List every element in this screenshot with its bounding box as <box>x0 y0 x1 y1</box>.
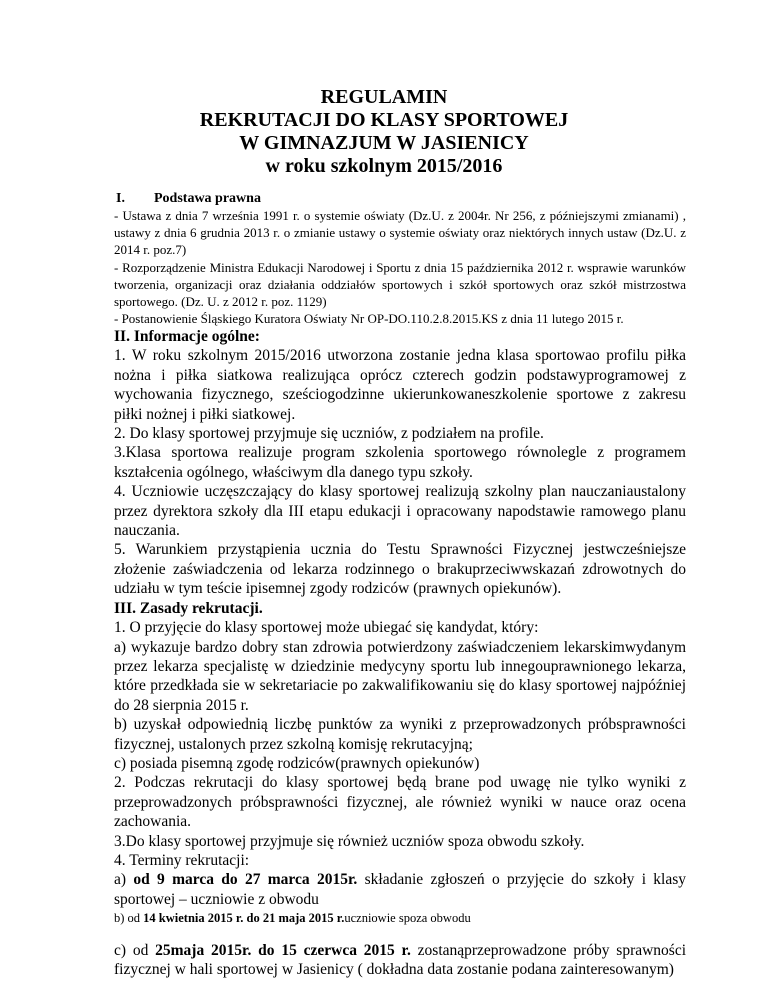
rule-c: c) posiada pisemną zgodę rodziców(prawnych opiekunów) <box>114 754 480 772</box>
general-info-item: 5. Warunkiem przystąpienia ucznia do Testu Sprawności Fizycznej jestwcześniejsze złożenie zaświadczenia od lekarza rodzinnego o brakuprzeciwwskazań zdrowotnych do udziału w tym teście ipisemnej zgody rodziców (prawnych opiekunów). <box>114 541 686 598</box>
term-b-text: uczniowie spoza obwodu <box>344 911 471 926</box>
term-c-mid: do <box>258 941 275 959</box>
legal-basis-item: - Postanowienie Śląskiego Kuratora Oświaty Nr OP-DO.110.2.8.2015.KS z dnia 11 lutego 2015 r. <box>114 311 624 327</box>
term-b-prefix: b) od <box>114 911 141 926</box>
general-info-item: 3.Klasa sportowa realizuje program szkolenia sportowego równolegle z programem kształcenia ogólnego, właściwym dla danego typu szkoły. <box>114 444 686 481</box>
section-2-heading: II. Informacje ogólne: <box>114 328 260 345</box>
general-info-item: 4. Uczniowie uczęszczający do klasy sportowej realizują szkolny plan nauczaniaustalony przez dyrektora szkoły dla III etapu edukacji i opracowany napodstawie ramowego planu nauczania. <box>114 483 686 540</box>
term-a-text: składanie zgłoszeń o przyjęcie do szkoły i klasy sportowej – uczniowie z obwodu <box>114 871 687 908</box>
term-a <box>114 870 686 909</box>
rule-a: a) wykazuje bardzo dobry stan zdrowia potwierdzony zaświadczeniem lekarskimwydanym przez lekarza specjalistę w dziedzinie medycyny sportu lub innegouprawnionego lekarza, które przedkłada sie w sekretariacie po zakwalifikowaniu się do klasy sportowej najpóźniej do 28 sierpnia 2015 r. <box>114 638 686 714</box>
title-line-3: W GIMNAZJUM W JASIENICY <box>239 132 529 154</box>
title-line-1: REGULAMIN <box>320 86 448 108</box>
section-1-numeral: I. <box>116 191 125 206</box>
term-b <box>114 909 686 928</box>
term-b-dates: 14 kwietnia 2015 r. do 21 maja 2015 r. <box>143 911 345 926</box>
legal-basis-item: - Ustawa z dnia 7 września 1991 r. o systemie oświaty (Dz.U. z 2004r. Nr 256, z późniejszymi zmianami) , ustawy z dnia 6 grudnia 2013 r. o zmianie ustawy o systemie oświaty oraz niektórych innych ustaw (Dz.U. z 2014 r. poz.7) <box>114 208 686 258</box>
section-1-body <box>114 207 686 327</box>
document-title <box>0 86 768 178</box>
title-line-2: REKRUTACJI DO KLASY SPORTOWEJ <box>199 109 569 131</box>
rule-4: 4. Terminy rekrutacji: <box>114 851 250 869</box>
term-c-date-start: 25maja 2015r. <box>155 941 252 959</box>
spacer <box>114 929 686 941</box>
term-a-dates: od 9 marca do 27 marca 2015r. <box>133 871 358 889</box>
term-c-text: zostanąprzeprowadzone próby sprawności fizycznej w hali sportowej w Jasienicy ( dokładna data zostanie podana zainteresowanym) <box>114 941 687 978</box>
term-a-prefix: a) <box>114 871 127 889</box>
section-1-heading <box>116 190 261 207</box>
section-1-title: Podstawa prawna <box>154 191 261 206</box>
term-c-prefix: c) od <box>114 941 149 959</box>
general-info-item: 1. W roku szkolnym 2015/2016 utworzona zostanie jedna klasa sportowao profilu piłka nożna i piłka siatkowa realizująca oprócz czterech godzin podstawyprogramowej z wychowania fizycznego, sześciogodzinne ukierunkowaneszkolenie sportowe z zakresu piłki nożnej i piłki siatkowej. <box>114 347 686 423</box>
section-3-heading: III. Zasady rekrutacji. <box>114 599 263 617</box>
main-body <box>114 327 686 979</box>
term-c-date-end: 15 czerwca 2015 r. <box>281 941 411 959</box>
rule-3: 3.Do klasy sportowej przyjmuje się również uczniów spoza obwodu szkoły. <box>114 832 585 850</box>
rule-b: b) uzyskał odpowiednią liczbę punktów za wyniki z przeprowadzonych próbsprawności fizycznej, ustalonych przez szkolną komisję rekrutacyjną; <box>114 716 686 753</box>
term-c <box>114 941 686 980</box>
title-line-4: w roku szkolnym 2015/2016 <box>265 155 503 177</box>
rules-intro: 1. O przyjęcie do klasy sportowej może ubiegać się kandydat, który: <box>114 619 539 637</box>
legal-basis-item: - Rozporządzenie Ministra Edukacji Narodowej i Sportu z dnia 15 października 2012 r. wsprawie warunków tworzenia, organizacji oraz działania oddziałów sportowych i szkół sportowych oraz szkół mistrzostwa sportowego. (Dz. U. z 2012 r. poz. 1129) <box>114 259 686 310</box>
rule-2: 2. Podczas rekrutacji do klasy sportowej będą brane pod uwagę nie tylko wyniki z przeprowadzonych próbsprawności fizycznej, ale również wyniki w nauce oraz ocena zachowania. <box>114 774 686 831</box>
general-info-item: 2. Do klasy sportowej przyjmuje się uczniów, z podziałem na profile. <box>114 425 544 443</box>
